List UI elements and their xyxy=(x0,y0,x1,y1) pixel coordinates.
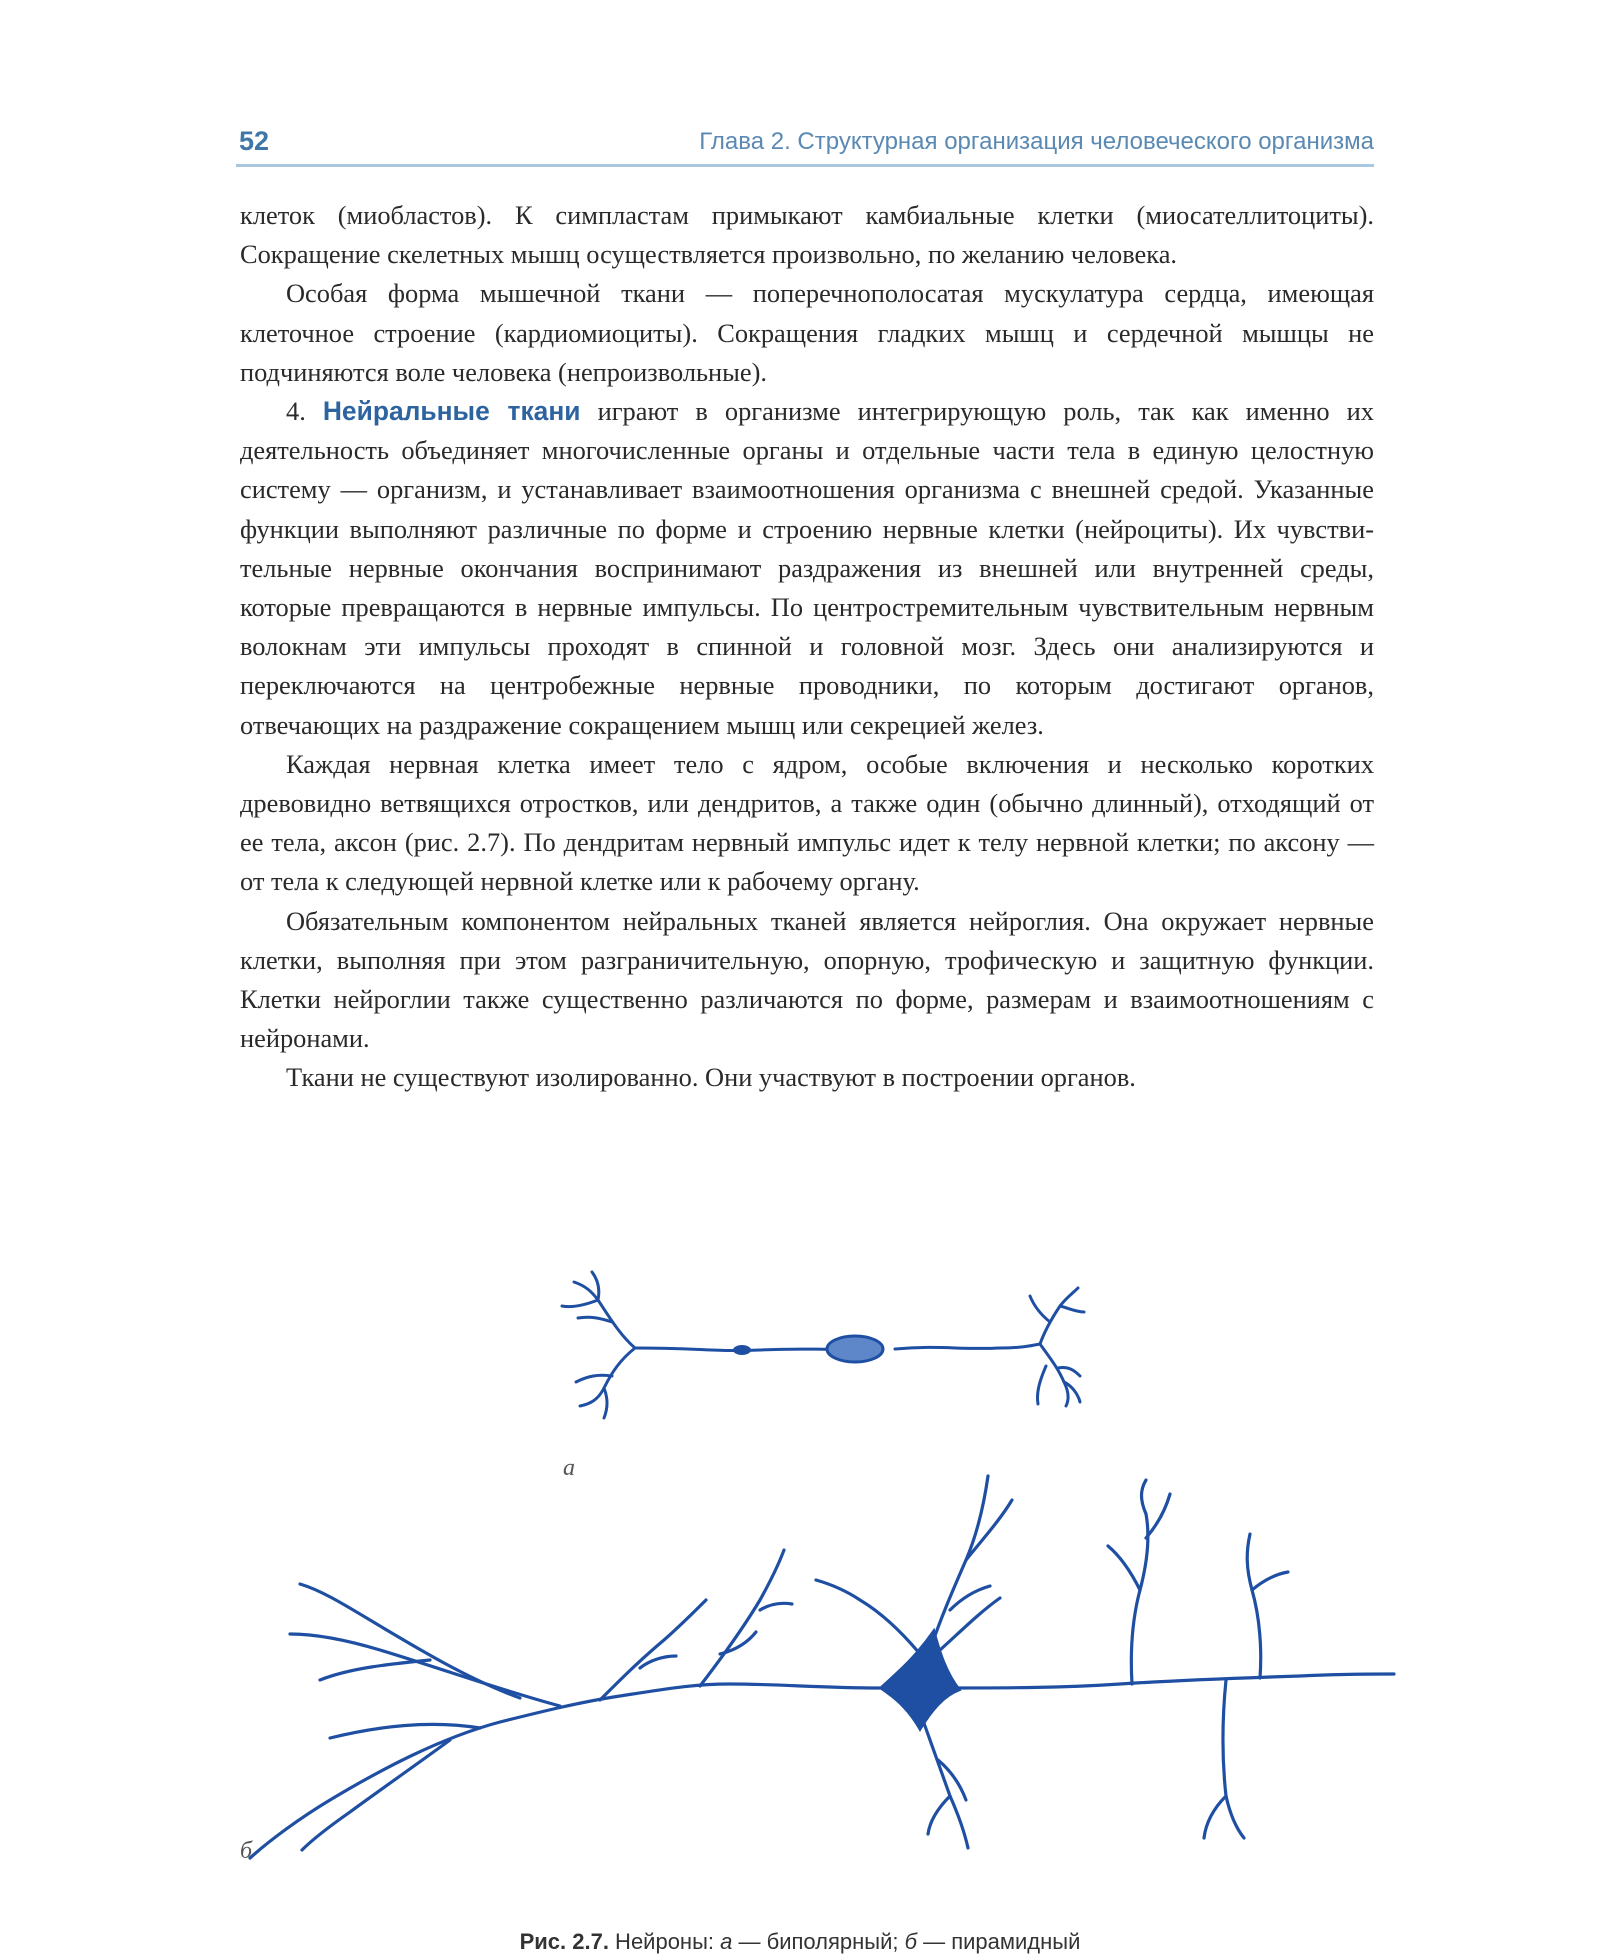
caption-a-text: — биполярный; xyxy=(732,1929,905,1954)
caption-b: б xyxy=(904,1929,917,1954)
paragraph-1: клеток (миобластов). К симпластам примыкают камбиальные клетки (миосателлитоциты). Сокращение скелетных мышц осуществляется произвольно, по желанию человека. xyxy=(240,200,1374,270)
caption-b-text: — пирамидный xyxy=(917,1929,1081,1954)
running-head-title: Глава 2. Структурная организация человеческого организма xyxy=(699,128,1374,155)
running-header xyxy=(236,120,1374,167)
page-number: 52 xyxy=(239,126,270,156)
panel-b-label: б xyxy=(240,1838,253,1864)
paragraph-2: Особая форма мышечной ткани — поперечнополосатая мускулатура сердца, имеющая клеточное строение (кардиомиоциты). Сокращения гладких мышц и сердечной мышцы не подчиняются воле человека (непроизвольные). xyxy=(240,278,1374,387)
caption-a: а xyxy=(720,1929,733,1954)
body-text xyxy=(240,196,1374,1098)
paragraph-3-text: играют в организме интегрирующую роль, так как именно их деятельность объединяет многочисленные органы и отдельные части тела в единую целостную систему — организм, и устанавливает взаимоотношения организма с внешней средой. Указанные функции выполняют различные по форме и строению нервные клетки (нейроциты). Их чувствительные нервные окончания воспринимают раздражения из внешней или внутренней среды, которые превращаются в нервные импульсы. По центростремительным чувствительным нервным волокнам эти импульсы проходят в спинной и головной мозг. Здесь они анализируются и переключаются на центробежные нервные проводники, по которым достигают органов, отвечающих на раздражение сокращением мышц или секрецией желез. xyxy=(240,396,1374,740)
figure-caption xyxy=(0,1929,1600,1955)
bipolar-axon-swelling xyxy=(733,1345,751,1355)
highlighted-term: Нейральные ткани xyxy=(322,396,581,427)
bipolar-neuron-drawing xyxy=(562,1272,1084,1418)
paragraph-4: Каждая нервная клетка имеет тело с ядром, особые включения и несколько коротких древовидно ветвящихся отростков, или дендритов, а также один (обычно длинный), отходящий от ее тела, аксон (рис. 2.7). По дендритам нервный импульс идет к телу нервной клетки; по аксону — от тела к следующей нервной клетке или к рабочему органу. xyxy=(240,748,1374,897)
paragraph-5: Обязательным компонентом нейральных тканей является нейроглия. Она окружает нервные клетки, выполняя при этом разграничительную, опорную, трофическую и защитную функции. Клетки нейроглии также существенно различаются по форме, размерам и взаимоотношениям с нейронами. xyxy=(240,905,1374,1054)
pyramidal-soma xyxy=(880,1630,960,1730)
paragraph-3 xyxy=(240,392,1374,745)
caption-prefix: Нейроны: xyxy=(608,1929,721,1954)
pyramidal-neuron-drawing xyxy=(250,1476,1394,1858)
bipolar-soma xyxy=(827,1336,883,1362)
paragraph-6: Ткани не существуют изолированно. Они участвуют в построении органов. xyxy=(286,1062,1136,1093)
list-number: 4. xyxy=(286,396,323,427)
caption-label: Рис. 2.7. xyxy=(519,1929,609,1954)
panel-a-label: а xyxy=(563,1455,575,1481)
